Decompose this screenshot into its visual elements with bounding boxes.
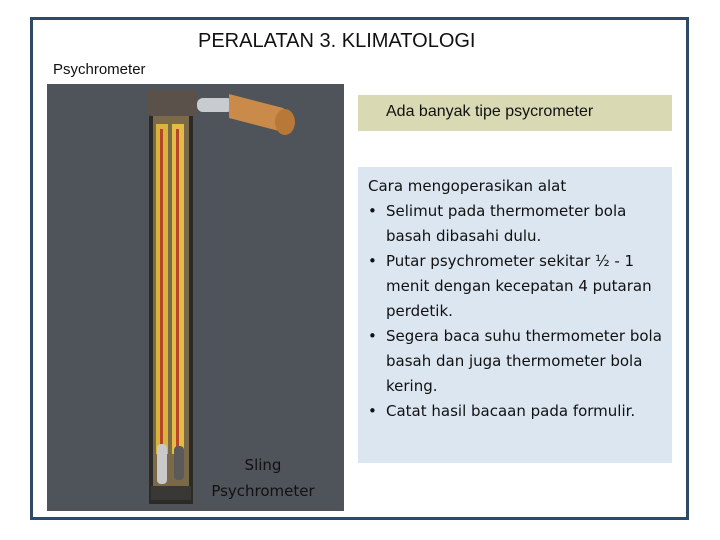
caption-line-1: Sling xyxy=(244,456,282,474)
instruction-text: Putar psychrometer sekitar ½ - 1 menit dengan kecepatan 4 putaran perdetik. xyxy=(386,252,652,320)
instruction-item xyxy=(368,249,664,324)
slide-title: PERALATAN 3. KLIMATOLOGI xyxy=(198,30,476,52)
caption-line-2: Psychrometer xyxy=(211,482,315,500)
slide-subtitle: Psychrometer xyxy=(53,61,146,78)
bullet-icon: • xyxy=(368,202,377,220)
sling-psychrometer-photo xyxy=(47,84,344,511)
bullet-icon: • xyxy=(368,402,377,420)
instructions-heading: Cara mengoperasikan alat xyxy=(368,177,567,195)
bullet-icon: • xyxy=(368,327,377,345)
instruction-text: Catat hasil bacaan pada formulir. xyxy=(386,402,636,420)
bullet-icon: • xyxy=(368,252,377,270)
psycrometer-types-callout: Ada banyak tipe psycrometer xyxy=(358,95,672,131)
instruction-text: Selimut pada thermometer bola basah dibasahi dulu. xyxy=(386,202,627,245)
instructions-list xyxy=(368,199,664,424)
operating-instructions-callout xyxy=(358,167,672,463)
instruction-item xyxy=(368,324,664,399)
instruction-item xyxy=(368,399,664,424)
instruction-text: Segera baca suhu thermometer bola basah dan juga thermometer bola kering. xyxy=(386,327,662,395)
photo-caption xyxy=(205,452,321,504)
instruction-item xyxy=(368,199,664,249)
